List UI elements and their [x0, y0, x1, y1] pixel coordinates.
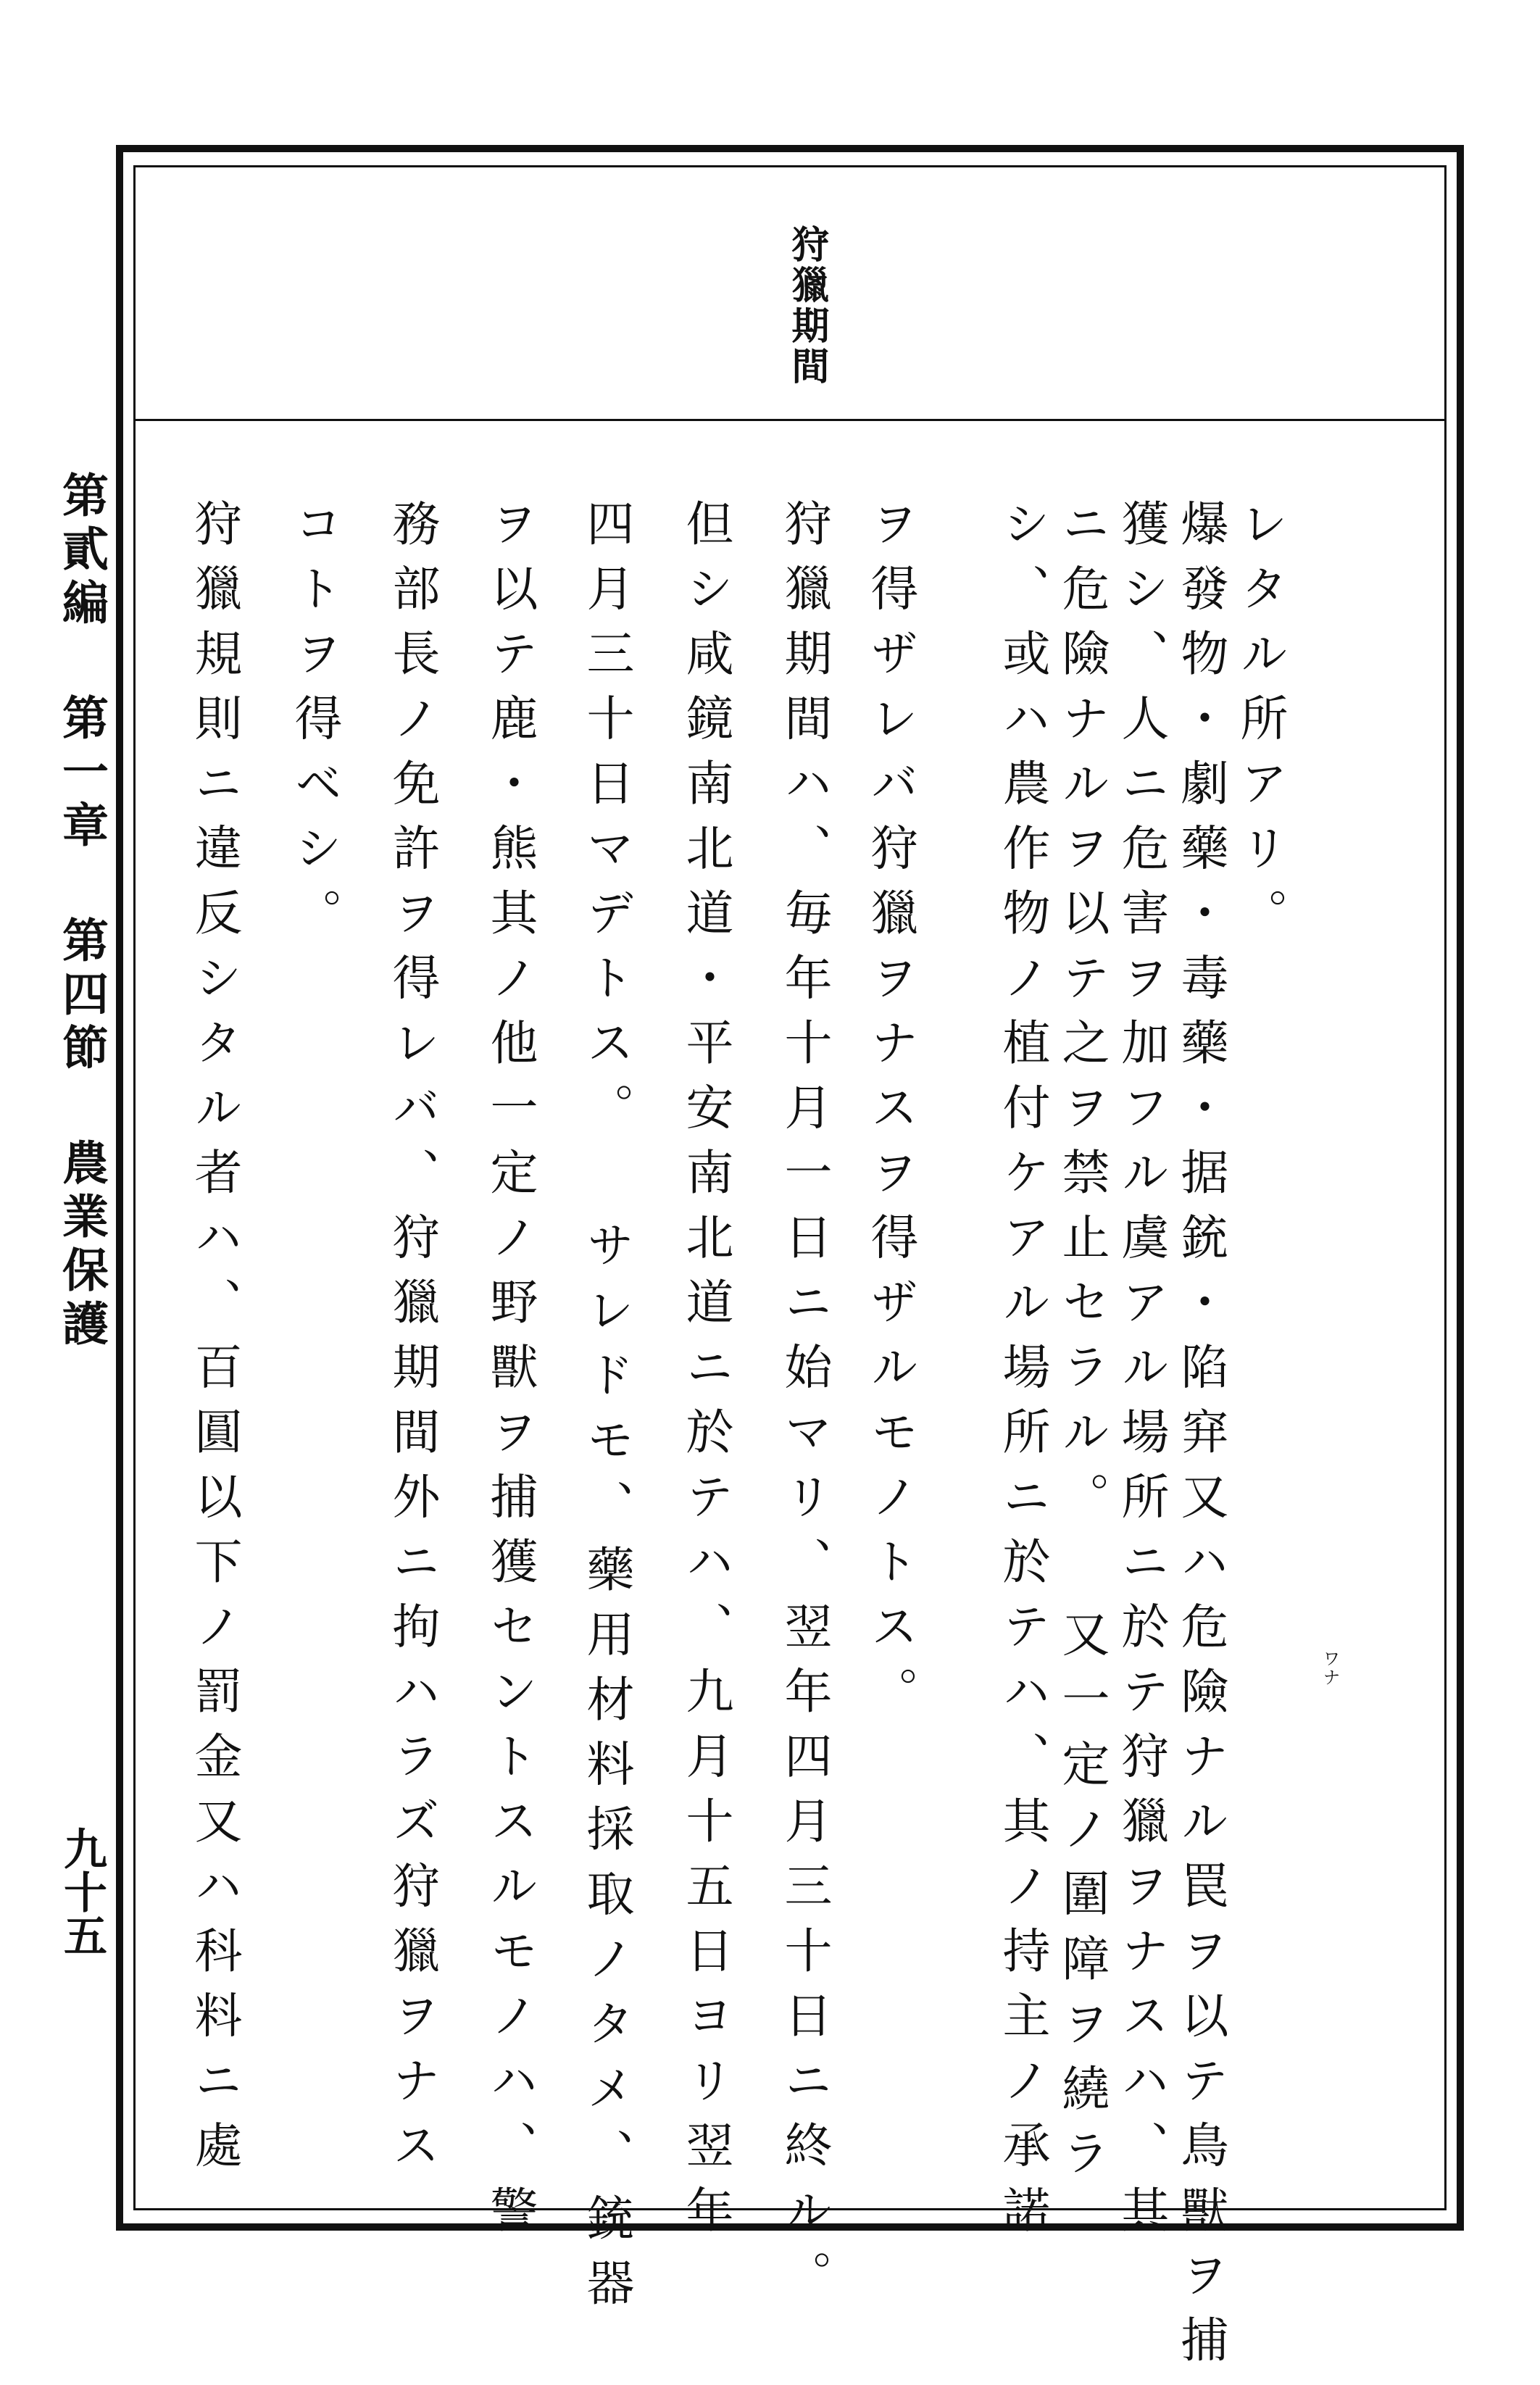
- body-line: シ、或ハ農作物ノ植付ケアル場所ニ於テハ、其ノ持主ノ承諾: [994, 499, 1050, 2250]
- body-line: コトヲ得ベシ。: [286, 499, 342, 953]
- body-line: 狩獵期間ハ、毎年十月一日ニ始マリ、翌年四月三十日ニ終ル。: [776, 499, 832, 2315]
- ruby-annotation: ワナ: [1320, 1649, 1340, 1687]
- body-line: 爆發物・劇藥・毒藥・据銃・陷穽又ハ危險ナル罠ヲ以テ鳥獸ヲ捕: [1173, 499, 1228, 2380]
- body-line: 獲シ、人ニ危害ヲ加フル虞アル場所ニ於テ狩獵ヲナスハ、其: [1113, 499, 1169, 2250]
- body-line: 四月三十日マデトス。 サレドモ、藥用材料採取ノタメ、銃器: [578, 499, 634, 2323]
- body-line: 務部長ノ免許ヲ得レバ、狩獵期間外ニ拘ハラズ狩獵ヲナス: [384, 499, 440, 2185]
- header-divider: [135, 419, 1445, 421]
- page-number: 九十五: [57, 1826, 107, 1957]
- running-title: 狩獵期間: [785, 225, 829, 387]
- body-line: ヲ得ザレバ狩獵ヲナスヲ得ザルモノトス。: [862, 499, 918, 1731]
- body-line: 狩獵規則ニ違反シタル者ハ、百圓以下ノ罰金又ハ科料ニ處: [186, 499, 242, 2185]
- section-title: 第貳編 第一章 第四節 農業保護: [54, 471, 109, 1353]
- body-line: ヲ以テ鹿・熊其ノ他一定ノ野獸ヲ捕獲セントスルモノハ、警: [482, 499, 538, 2250]
- body-line: レタル所アリ。: [1232, 499, 1288, 953]
- body-line: 但シ咸鏡南北道・平安南北道ニ於テハ、九月十五日ヨリ翌年: [678, 499, 733, 2250]
- body-line: ニ危險ナルヲ以テ之ヲ禁止セラル。 又一定ノ圍障ヲ繞ラ: [1054, 499, 1110, 2193]
